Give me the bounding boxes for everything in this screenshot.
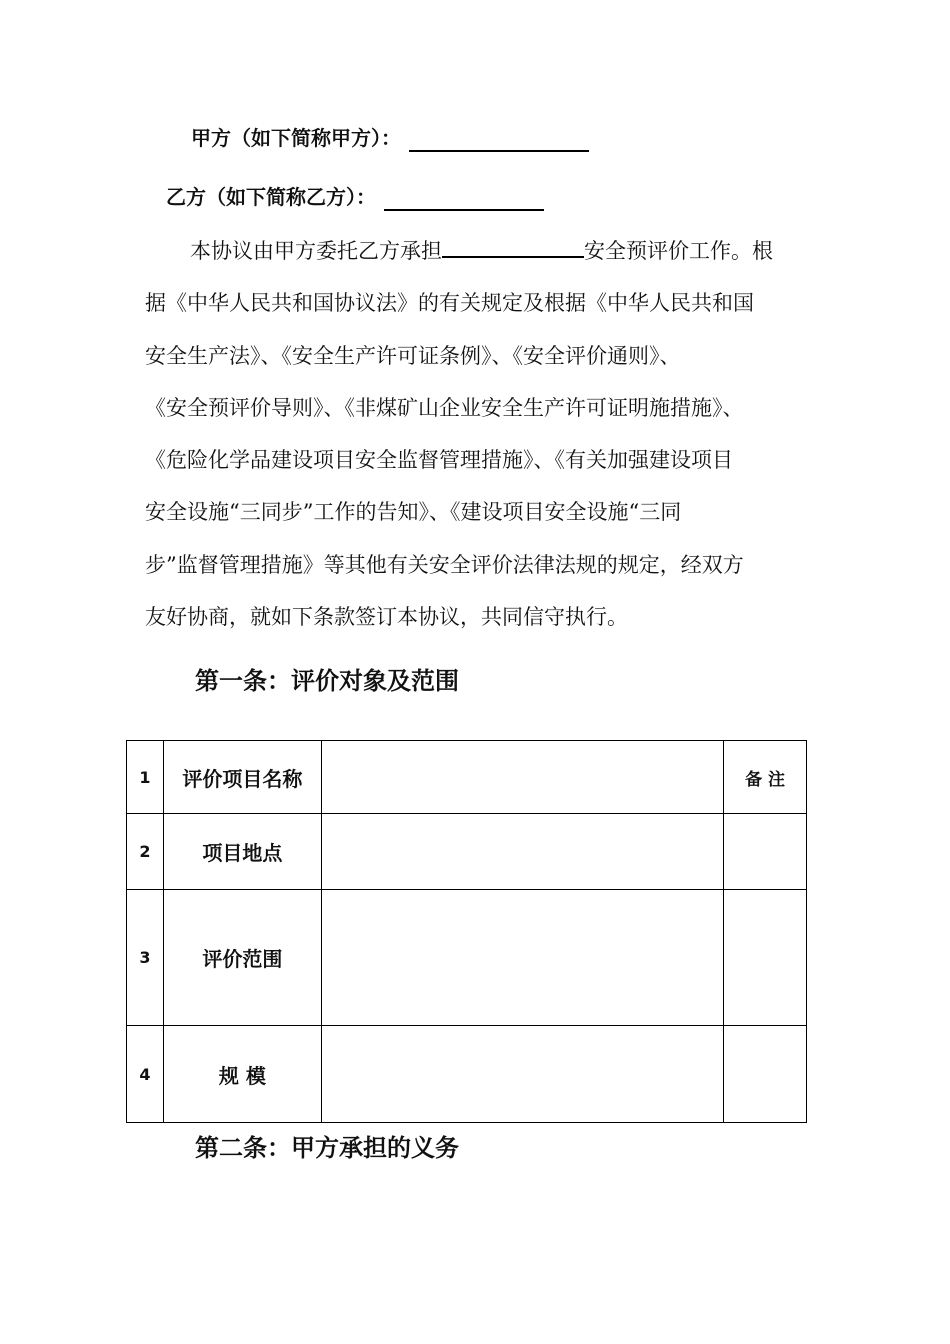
intro-line: 据《中华人民共和国协议法》的有关规定及根据《中华人民共和国 [145, 291, 754, 316]
row-number: 2 [127, 814, 164, 890]
row-number: 1 [127, 741, 164, 814]
row-label: 规 模 [163, 1026, 321, 1123]
intro-line: 《安全预评价导则》、《非煤矿山企业安全生产许可证明施措施》、 [145, 395, 744, 420]
row-label: 评价范围 [163, 890, 321, 1026]
intro-line-1-before: 本协议由甲方委托乙方承担 [190, 239, 442, 263]
party-a-blank [409, 130, 589, 152]
row-note-cell [724, 814, 807, 890]
intro-line-1 [145, 225, 815, 277]
table-row [127, 814, 807, 890]
intro-line-1-after: 安全预评价工作。根 [584, 239, 773, 263]
row-value-cell [321, 890, 723, 1026]
evaluation-scope-table [126, 740, 807, 1123]
row-note-cell [724, 1026, 807, 1123]
row-note-cell [724, 890, 807, 1026]
intro-line: 安全设施“三同步”工作的告知》、《建设项目安全设施“三同 [145, 500, 682, 525]
row-value-cell [321, 741, 723, 814]
intro-paragraph [145, 225, 815, 643]
project-name-blank [442, 234, 584, 258]
party-a-label: 甲方（如下简称甲方）： [191, 126, 401, 150]
intro-line: 步”监督管理措施》等其他有关安全评价法律法规的规定，经双方 [145, 552, 744, 577]
row-label: 评价项目名称 [163, 741, 321, 814]
intro-line: 安全生产法》、《安全生产许可证条例》、《安全评价通则》、 [145, 343, 681, 368]
row-value-cell [321, 814, 723, 890]
article-2-heading: 第二条：甲方承担的义务 [195, 1134, 459, 1162]
note-header: 备 注 [724, 741, 807, 814]
party-a-line [191, 124, 589, 152]
table-row [127, 890, 807, 1026]
row-number: 3 [127, 890, 164, 1026]
row-label: 项目地点 [163, 814, 321, 890]
row-value-cell [321, 1026, 723, 1123]
row-number: 4 [127, 1026, 164, 1123]
intro-line: 友好协商，就如下条款签订本协议，共同信守执行。 [145, 605, 628, 630]
table-row [127, 741, 807, 814]
party-b-line [166, 183, 544, 211]
article-1-heading: 第一条：评价对象及范围 [195, 667, 459, 695]
table-row [127, 1026, 807, 1123]
intro-line: 《危险化学品建设项目安全监督管理措施》、《有关加强建设项目 [145, 448, 733, 473]
party-b-label: 乙方（如下简称乙方）： [166, 185, 376, 209]
party-b-blank [384, 189, 544, 211]
